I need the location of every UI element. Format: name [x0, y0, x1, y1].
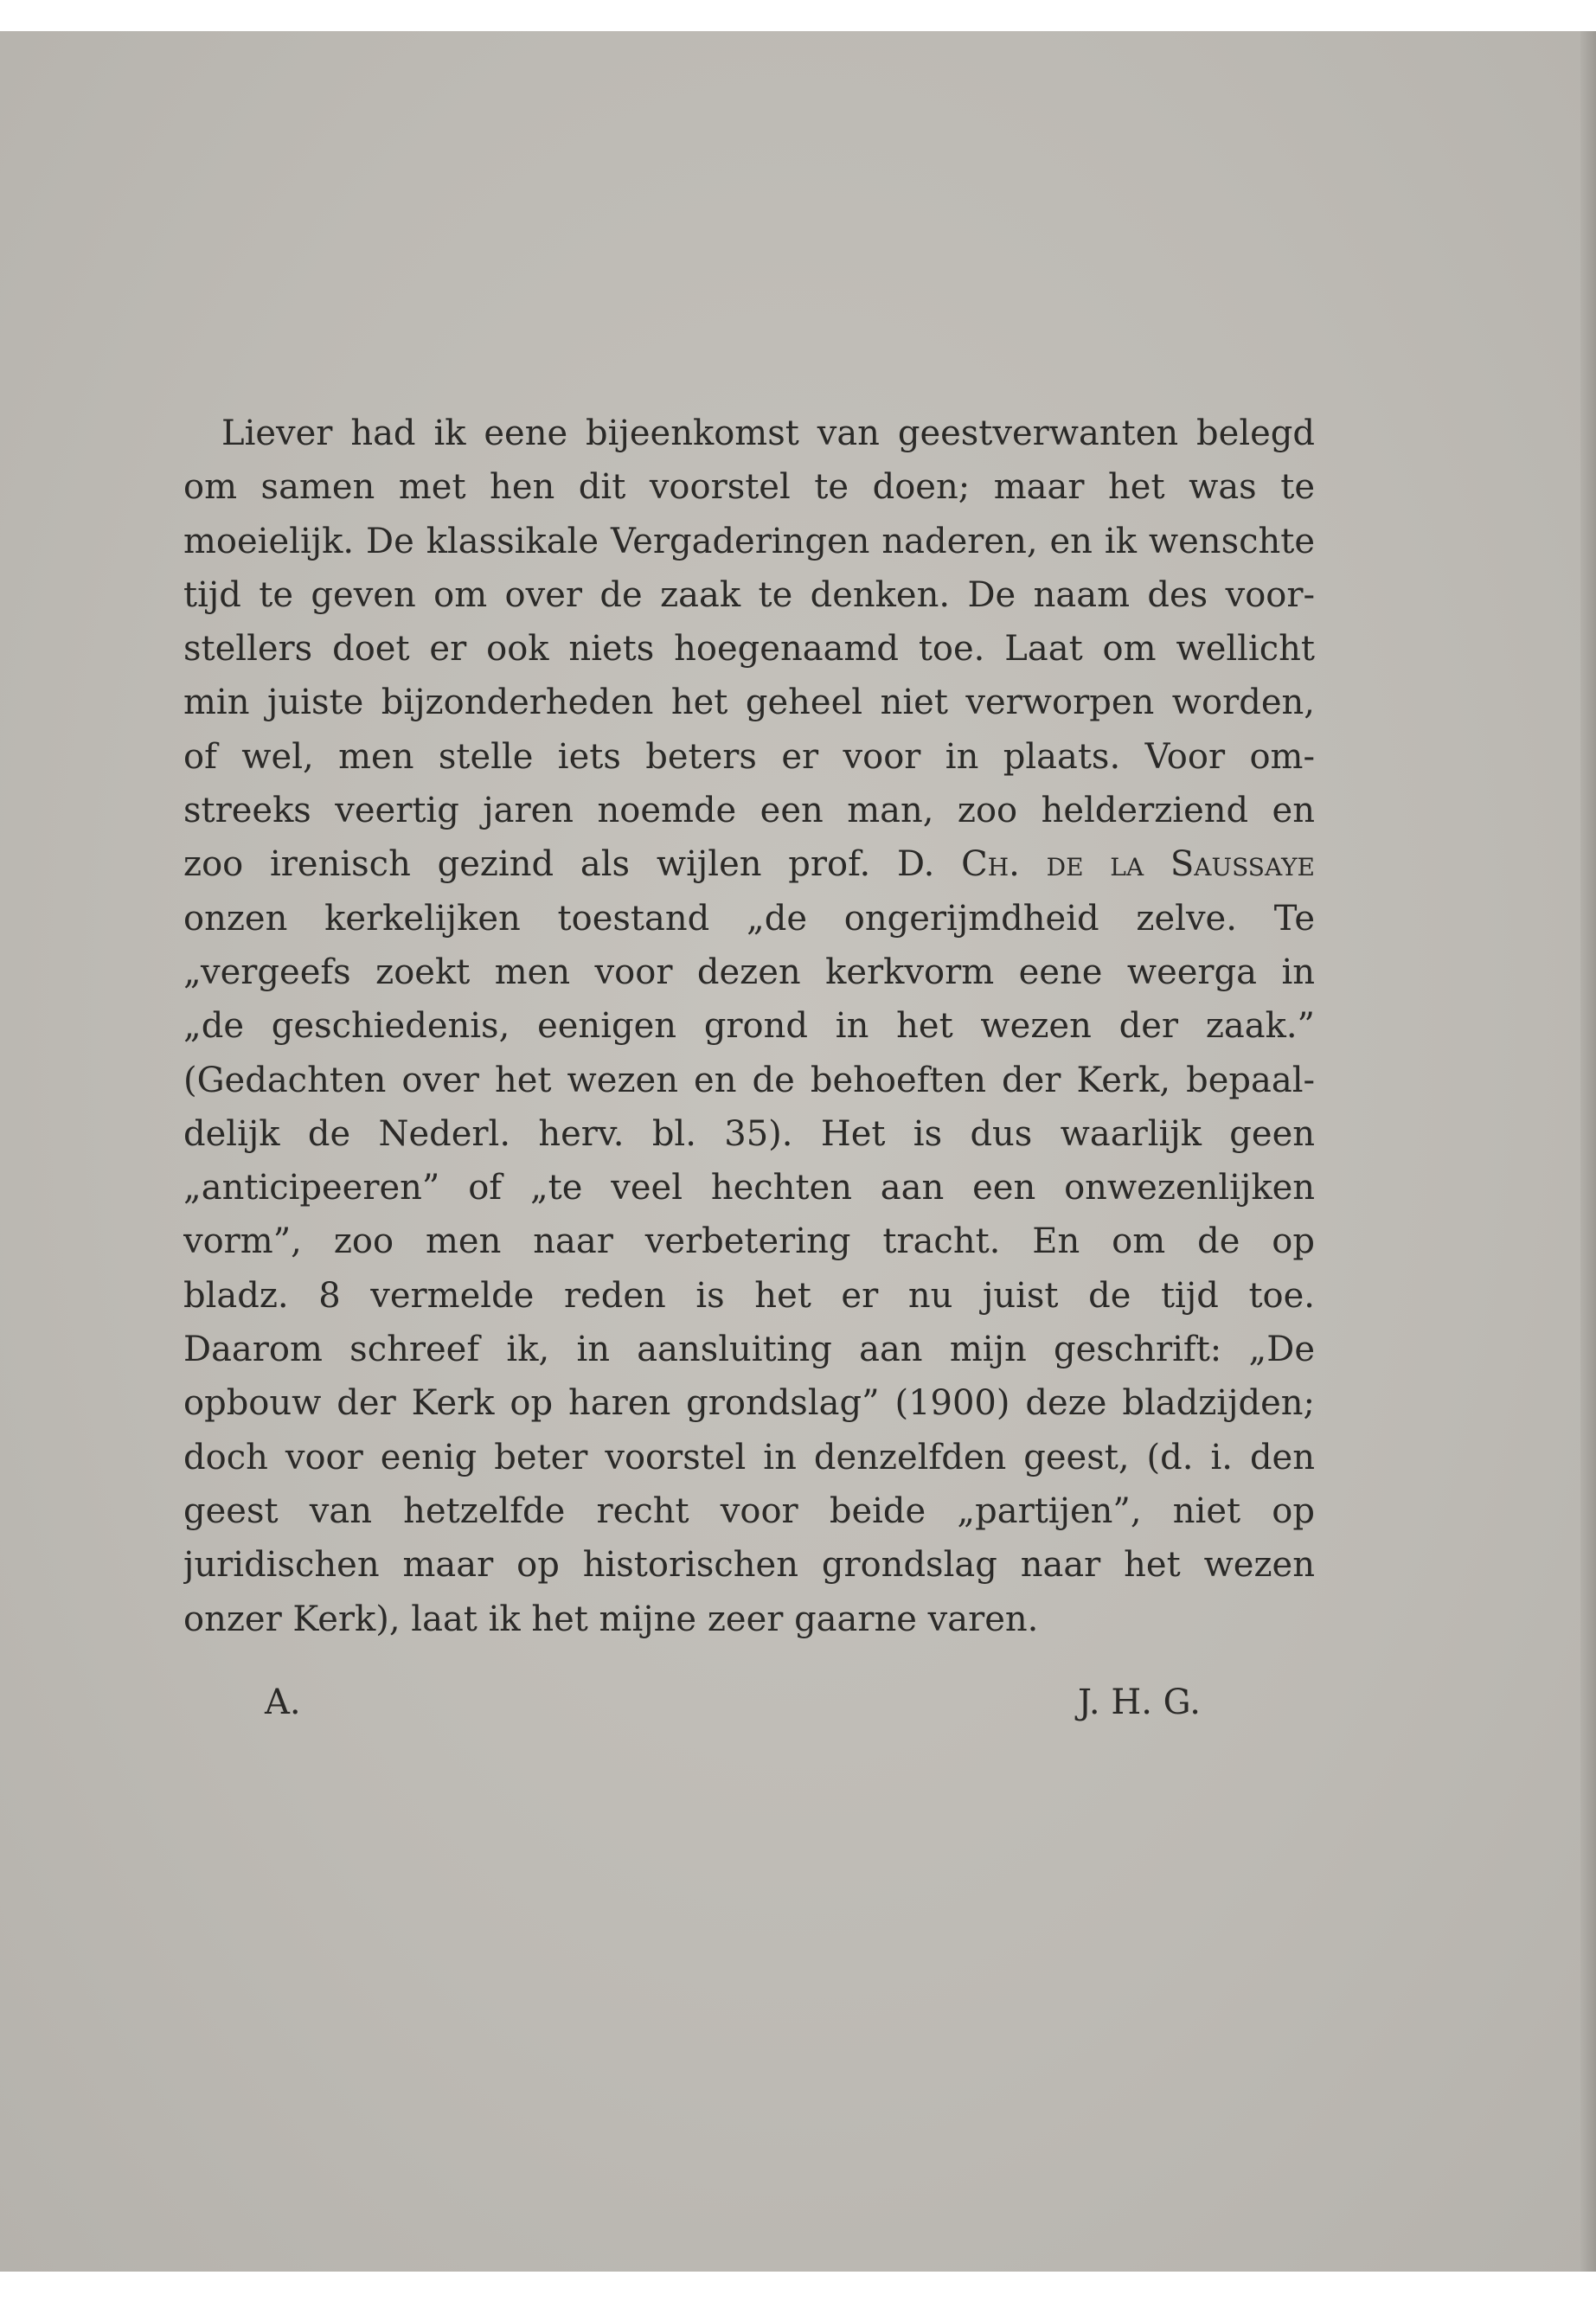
- page-edge-shadow: [1580, 31, 1596, 2272]
- text-line: tijd te geven om over de zaak te denken. De naam des voor-: [183, 574, 1315, 615]
- text-line: „vergeefs zoekt men voor dezen kerkvorm eene weerga in: [183, 952, 1315, 992]
- text-line: onzen kerkelijken toestand „de ongerijmdheid zelve. Te: [183, 898, 1315, 939]
- text-line: streeks veertig jaren noemde een man, zoo helderziend en: [183, 791, 1315, 831]
- body-paragraph: [183, 407, 1315, 1646]
- author-name-small-caps: D. Ch. de la Saussaye: [896, 844, 1315, 885]
- text-line: onzer Kerk), laat ik het mijne zeer gaarne varen.: [183, 1599, 1039, 1639]
- text-line: bladz. 8 vermelde reden is het er nu juist de tijd toe.: [183, 1275, 1315, 1316]
- signature-place: A.: [265, 1682, 301, 1722]
- text-line: „anticipeeren” of „te veel hechten aan een onwezenlijken: [183, 1168, 1315, 1208]
- text-line: om samen met hen dit voorstel te doen; maar het was te: [183, 467, 1315, 508]
- text-line: juridischen maar op historischen grondslag naar het wezen: [183, 1545, 1315, 1586]
- text-line: delijk de Nederl. herv. bl. 35). Het is dus waarlijk geen: [183, 1113, 1315, 1154]
- text-line-start: zoo irenisch gezind als wijlen prof.: [183, 844, 871, 885]
- text-line: moeielijk. De klassikale Vergaderingen naderen, en ik wenschte: [183, 521, 1315, 561]
- text-line: stellers doet er ook niets hoegenaamd toe. Laat om wellicht: [183, 629, 1315, 670]
- text-line-with-name: [183, 837, 1315, 891]
- text-line: of wel, men stelle iets beters er voor in plaats. Voor om-: [183, 736, 1315, 777]
- text-line: geest van hetzelfde recht voor beide „partijen”, niet op: [183, 1490, 1315, 1531]
- text-line: vorm”, zoo men naar verbetering tracht. En om de op: [183, 1221, 1315, 1262]
- signature-initials: J. H. G.: [1078, 1682, 1201, 1722]
- text-line: „de geschiedenis, eenigen grond in het wezen der zaak.”: [183, 1006, 1315, 1047]
- text-line: Liever had ik eene bijeenkomst van geestverwanten belegd: [221, 413, 1315, 453]
- text-line: (Gedachten over het wezen en de behoeften der Kerk, bepaal-: [183, 1060, 1315, 1100]
- text-line: opbouw der Kerk op haren grondslag” (1900) deze bladzijden;: [183, 1383, 1315, 1424]
- text-line: Daarom schreef ik, in aansluiting aan mijn geschrift: „De: [183, 1330, 1315, 1370]
- text-line: min juiste bijzonderheden het geheel niet verworpen worden,: [183, 683, 1315, 723]
- text-line: doch voor eenig beter voorstel in denzelfden geest, (d. i. den: [183, 1437, 1315, 1477]
